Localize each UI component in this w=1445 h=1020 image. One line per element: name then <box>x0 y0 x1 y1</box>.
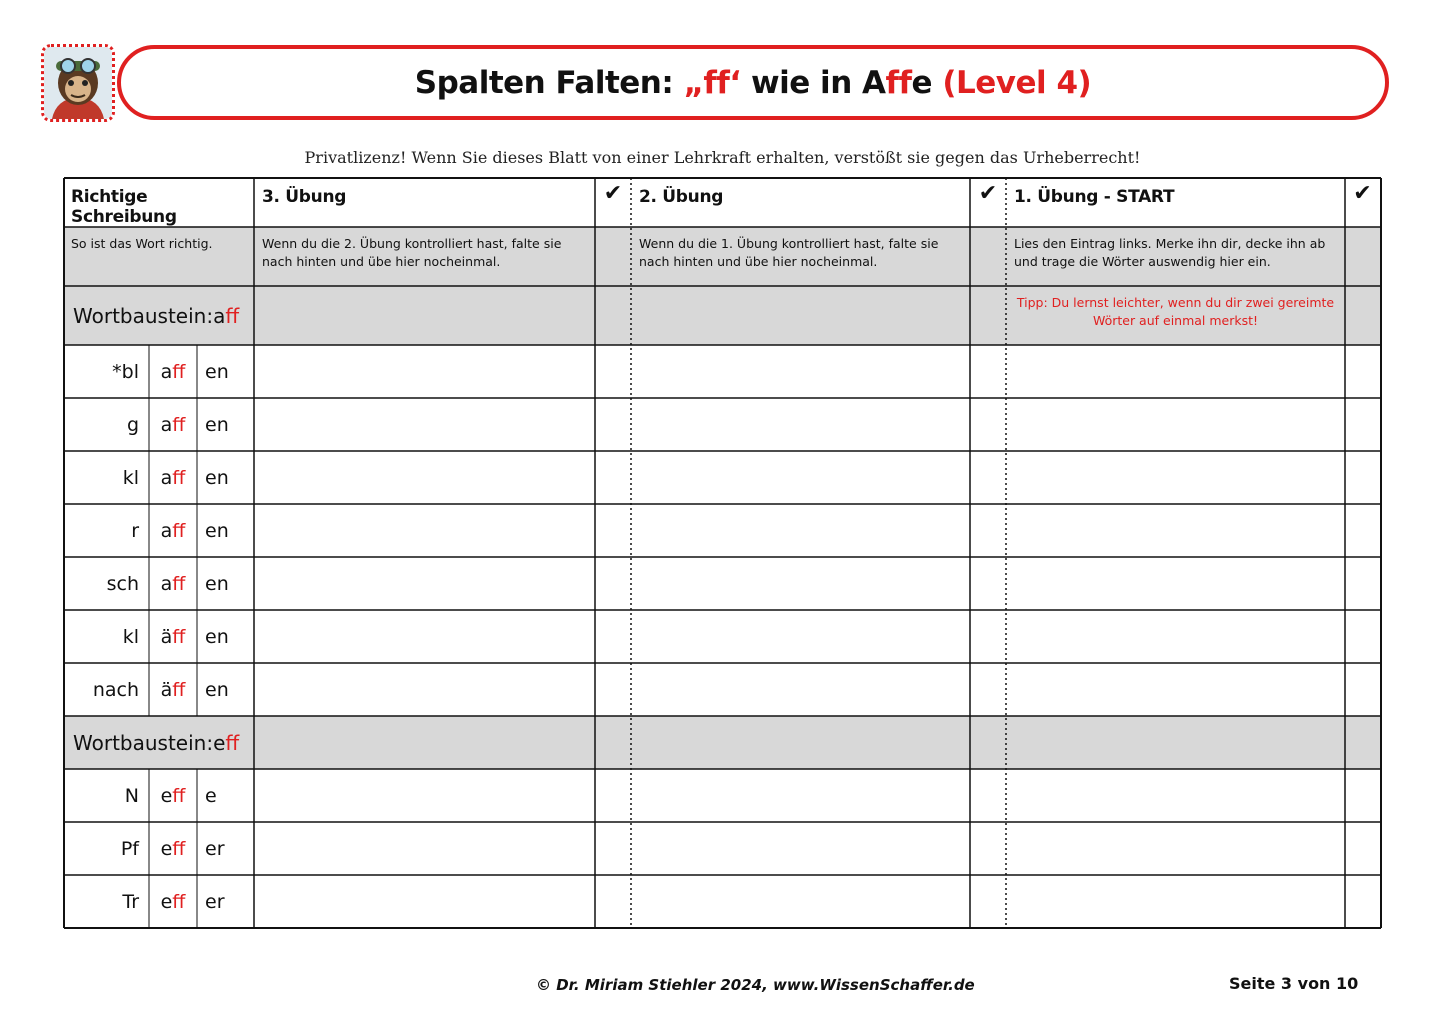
word-ff: ff <box>172 678 186 701</box>
ex3-write-cell[interactable] <box>254 822 595 875</box>
word-end: en <box>205 360 229 383</box>
col-header-ex3: 3. Übung <box>262 187 347 207</box>
ex2-check-cell[interactable] <box>970 610 1006 663</box>
word-ff: ff <box>172 625 186 648</box>
ex2-write-cell[interactable] <box>631 610 970 663</box>
ex1-check-cell[interactable] <box>1345 822 1380 875</box>
ex3-check-cell[interactable] <box>595 875 631 928</box>
word-vowel-ff <box>149 345 197 398</box>
ex2-write-cell[interactable] <box>631 875 970 928</box>
word-start: N <box>124 784 139 807</box>
ex3-check-cell[interactable] <box>595 769 631 822</box>
col-header-ex1: 1. Übung - START <box>1014 187 1175 207</box>
title-quote: „ff‘ <box>683 64 741 101</box>
check-header-ex3: ✔ <box>603 181 623 206</box>
ex2-write-cell[interactable] <box>631 451 970 504</box>
word-vowel-ff <box>149 663 197 716</box>
chimp-avatar-graphic <box>44 47 112 119</box>
word-ff: ff <box>172 890 186 913</box>
ex2-write-cell[interactable] <box>631 822 970 875</box>
ex3-write-cell[interactable] <box>254 451 595 504</box>
ex3-check-cell[interactable] <box>595 345 631 398</box>
ex1-check-cell[interactable] <box>1345 610 1380 663</box>
ex3-write-cell[interactable] <box>254 610 595 663</box>
ex3-check-cell[interactable] <box>595 398 631 451</box>
word-ff: ff <box>172 572 186 595</box>
word-start: sch <box>106 572 139 595</box>
ex1-write-cell[interactable] <box>1006 875 1345 928</box>
ex1-check-cell[interactable] <box>1345 345 1380 398</box>
ex2-write-cell[interactable] <box>631 504 970 557</box>
word-end: e <box>205 784 217 807</box>
word-ff: ff <box>172 837 186 860</box>
word-end: en <box>205 678 229 701</box>
ex1-check-cell[interactable] <box>1345 769 1380 822</box>
section-label-ff: ff <box>225 730 240 755</box>
word-start: kl <box>122 466 139 489</box>
word-vowel: e <box>160 784 173 807</box>
word-vowel-ff <box>149 557 197 610</box>
ex1-check-cell[interactable] <box>1345 504 1380 557</box>
word-end: en <box>205 519 229 542</box>
word-start: Pf <box>120 837 139 860</box>
ex2-write-cell[interactable] <box>631 663 970 716</box>
ex2-check-cell[interactable] <box>970 822 1006 875</box>
ex3-check-cell[interactable] <box>595 451 631 504</box>
word-vowel: a <box>160 466 173 489</box>
title-ff: ff <box>885 64 912 101</box>
check-header-ex2: ✔ <box>978 181 998 206</box>
ex3-write-cell[interactable] <box>254 504 595 557</box>
ex1-check-cell[interactable] <box>1345 663 1380 716</box>
ex1-check-cell[interactable] <box>1345 398 1380 451</box>
ex3-write-cell[interactable] <box>254 663 595 716</box>
word-ff: ff <box>172 519 186 542</box>
section-label-vowel: a <box>213 303 226 328</box>
word-start: g <box>126 413 139 436</box>
word-start: kl <box>122 625 139 648</box>
ex3-check-cell[interactable] <box>595 822 631 875</box>
ex2-check-cell[interactable] <box>970 504 1006 557</box>
section-label-text: Wortbaustein: <box>73 730 214 755</box>
ex3-write-cell[interactable] <box>254 345 595 398</box>
word-start: r <box>131 519 139 542</box>
ex2-write-cell[interactable] <box>631 345 970 398</box>
ex2-check-cell[interactable] <box>970 451 1006 504</box>
instruction-ex2: Wenn du die 1. Übung kontrolliert hast, falte sie nach hinten und übe hier nocheinmal. <box>639 236 939 269</box>
ex1-write-cell[interactable] <box>1006 663 1345 716</box>
word-end: er <box>205 837 225 860</box>
ex1-check-cell[interactable] <box>1345 875 1380 928</box>
word-start: nach <box>92 678 139 701</box>
ex1-write-cell[interactable] <box>1006 398 1345 451</box>
word-start: *bl <box>112 360 139 383</box>
page-title <box>415 65 1091 101</box>
check-header-ex1: ✔ <box>1353 181 1372 206</box>
title-prefix: Spalten Falten: <box>414 64 684 101</box>
word-ff: ff <box>172 784 186 807</box>
word-vowel: a <box>160 360 173 383</box>
word-start: Tr <box>122 890 139 913</box>
ex3-check-cell[interactable] <box>595 610 631 663</box>
word-end: er <box>205 890 225 913</box>
ex2-write-cell[interactable] <box>631 769 970 822</box>
word-vowel: ä <box>160 678 173 701</box>
word-vowel-ff <box>149 398 197 451</box>
word-vowel-ff <box>149 822 197 875</box>
word-vowel-ff <box>149 610 197 663</box>
word-end: en <box>205 572 229 595</box>
ex1-write-cell[interactable] <box>1006 769 1345 822</box>
ex3-check-cell[interactable] <box>595 504 631 557</box>
col-header-ex2: 2. Übung <box>639 187 724 207</box>
word-vowel: a <box>160 572 173 595</box>
word-end: en <box>205 466 229 489</box>
title-e: e <box>911 64 943 101</box>
section-label-ff: ff <box>225 303 240 328</box>
word-vowel-ff <box>149 504 197 557</box>
word-vowel-ff <box>149 451 197 504</box>
instruction-ex3: Wenn du die 2. Übung kontrolliert hast, falte sie nach hinten und übe hier nocheinmal. <box>262 236 562 269</box>
ex2-check-cell[interactable] <box>970 557 1006 610</box>
ex1-check-cell[interactable] <box>1345 557 1380 610</box>
word-ff: ff <box>172 466 186 489</box>
col-header-correct: Richtige Schreibung <box>71 187 177 227</box>
word-vowel: a <box>160 413 173 436</box>
word-ff: ff <box>172 360 186 383</box>
ex1-write-cell[interactable] <box>1006 504 1345 557</box>
ex3-check-cell[interactable] <box>595 557 631 610</box>
title-level: (Level 4) <box>942 64 1092 101</box>
copyright-footer: © Dr. Miriam Stiehler 2024, www.WissenSchaffer.de <box>536 976 975 994</box>
tip-text: Tipp: Du lernst leichter, wenn du dir zwei gereimte Wörter auf einmal merkst! <box>1016 295 1335 328</box>
ex3-write-cell[interactable] <box>254 557 595 610</box>
ex2-write-cell[interactable] <box>631 557 970 610</box>
ex1-write-cell[interactable] <box>1006 822 1345 875</box>
ex1-check-cell[interactable] <box>1345 451 1380 504</box>
license-notice: Privatlizenz! Wenn Sie dieses Blatt von einer Lehrkraft erhalten, verstößt sie gegen das Urheberrecht! <box>304 148 1141 167</box>
ex2-check-cell[interactable] <box>970 663 1006 716</box>
ex1-write-cell[interactable] <box>1006 345 1345 398</box>
ex2-check-cell[interactable] <box>970 769 1006 822</box>
instruction-correct: So ist das Wort richtig. <box>71 236 213 251</box>
ex2-check-cell[interactable] <box>970 875 1006 928</box>
section-label-text: Wortbaustein: <box>73 303 214 328</box>
word-vowel: e <box>160 890 173 913</box>
word-vowel: ä <box>160 625 173 648</box>
chimp-aviator-icon <box>41 44 115 122</box>
ex3-write-cell[interactable] <box>254 769 595 822</box>
word-ff: ff <box>172 413 186 436</box>
word-vowel-ff <box>149 769 197 822</box>
ex2-check-cell[interactable] <box>970 345 1006 398</box>
ex1-write-cell[interactable] <box>1006 451 1345 504</box>
ex2-check-cell[interactable] <box>970 398 1006 451</box>
ex3-write-cell[interactable] <box>254 875 595 928</box>
section-label-vowel: e <box>213 730 226 755</box>
word-end: en <box>205 625 229 648</box>
ex3-write-cell[interactable] <box>254 398 595 451</box>
ex3-check-cell[interactable] <box>595 663 631 716</box>
title-banner <box>117 45 1389 120</box>
page-number: Seite 3 von 10 <box>1229 974 1359 993</box>
ex2-write-cell[interactable] <box>631 398 970 451</box>
ex1-write-cell[interactable] <box>1006 557 1345 610</box>
word-vowel-ff <box>149 875 197 928</box>
word-vowel: a <box>160 519 173 542</box>
word-end: en <box>205 413 229 436</box>
word-vowel: e <box>160 837 173 860</box>
instruction-ex1: Lies den Eintrag links. Merke ihn dir, decke ihn ab und trage die Wörter auswendig hier ein. <box>1014 236 1326 269</box>
title-mid: wie in A <box>740 64 886 101</box>
ex1-write-cell[interactable] <box>1006 610 1345 663</box>
